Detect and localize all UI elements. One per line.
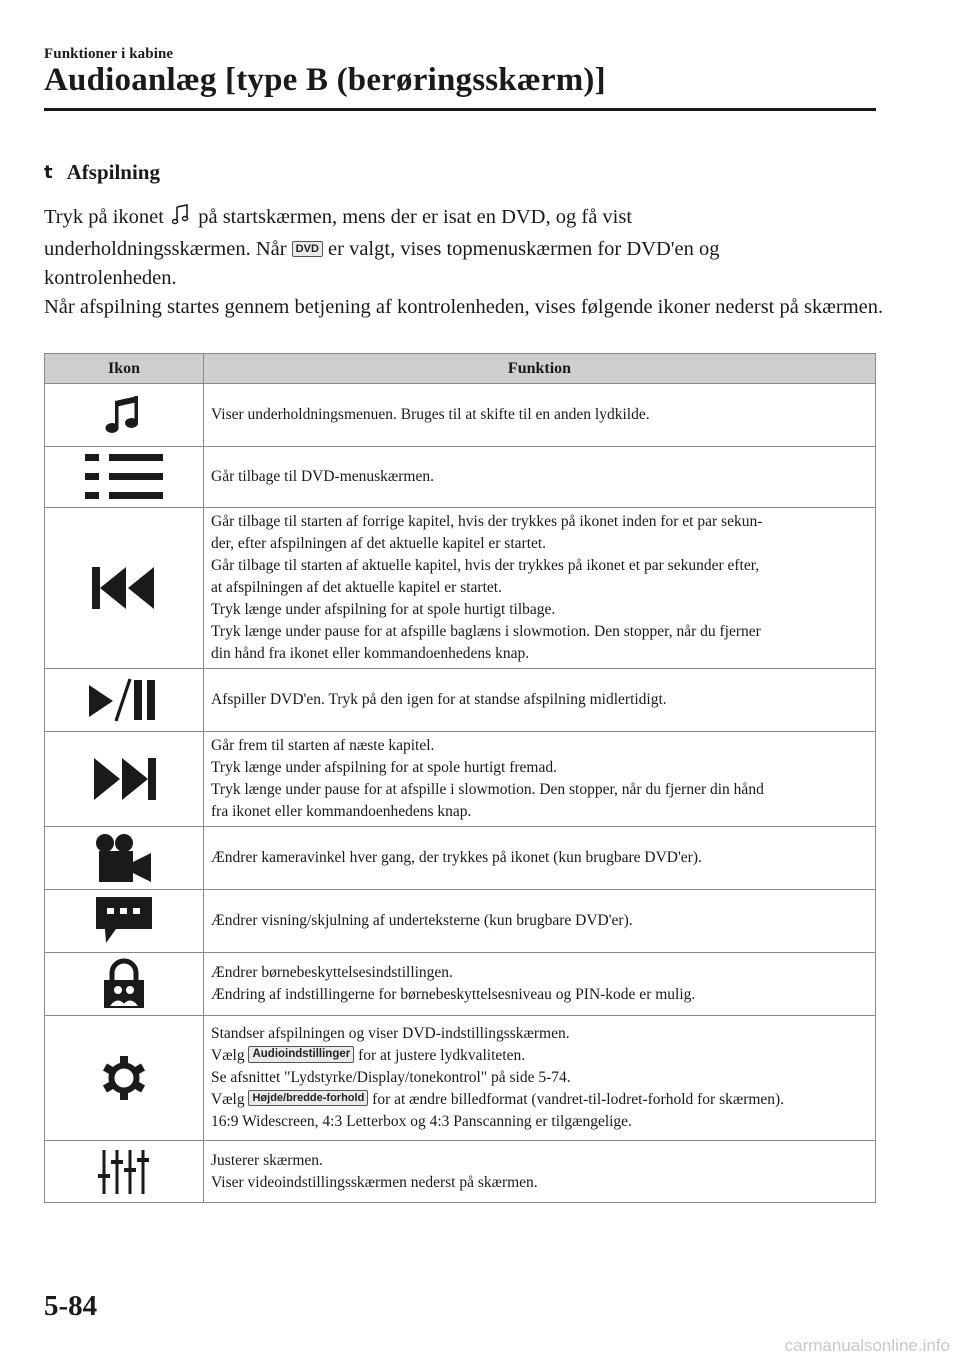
intro-text-e: kontrolenheden. (44, 267, 177, 289)
menu-list-icon (85, 452, 163, 502)
table-row (45, 953, 876, 1016)
row-text: Går tilbage til starten af forrige kapitel, hvis der trykkes på ikonet inden for et par sekun- (211, 513, 763, 530)
intro-text-b: på startskærmen, mens der er isat en DVD, og få vist (198, 206, 633, 228)
intro-text-c: underholdningsskærmen. Når (44, 238, 287, 260)
row-text: Viser videoindstillingsskærmen nederst på skærmen. (211, 1173, 538, 1191)
parental-lock-icon (100, 958, 148, 1010)
audio-settings-chip: Audioindstillinger (248, 1046, 354, 1063)
header-function: Funktion (204, 354, 876, 384)
section-label: Funktioner i kabine (44, 46, 174, 62)
subheading (44, 160, 160, 185)
row-text: Vælg (211, 1091, 245, 1108)
row-text: at afspilningen af det aktuelle kapitel er startet. (211, 579, 502, 596)
row-text: Ændring af indstillingerne for børnebeskyttelsesniveau og PIN-kode er mulig. (211, 986, 696, 1003)
row-text: Tryk længe under pause for at afspille baglæns i slowmotion. Den stopper, når du fjerner (211, 623, 761, 640)
music-note-icon (102, 393, 146, 437)
row-text: 16:9 Widescreen, 4:3 Letterbox og 4:3 Panscanning er tilgængelige. (211, 1113, 632, 1130)
row-text: der, efter afspilningen af det aktuelle kapitel er startet. (211, 535, 547, 552)
function-table (44, 353, 876, 1203)
intro-text-d: er valgt, vises topmenuskærmen for DVD'en og (328, 238, 720, 260)
table-row (45, 1141, 876, 1203)
aspect-ratio-chip: Højde/bredde-forhold (248, 1090, 368, 1106)
camera-angle-icon (93, 832, 155, 884)
row-text: Standser afspilningen og viser DVD-indstillingsskærmen. (211, 1025, 570, 1042)
row-text: fra ikonet eller kommandoenhedens knap. (211, 803, 472, 820)
table-row (45, 669, 876, 732)
row-text: Ændrer børnebeskyttelsesindstillingen. (211, 964, 453, 981)
row-text: Afspiller DVD'en. Tryk på den igen for at standse afspilning midlertidigt. (211, 691, 667, 708)
page-number: 5-84 (44, 1290, 98, 1322)
subtitle-icon (94, 895, 154, 947)
intro-text-a: Tryk på ikonet (44, 206, 164, 228)
row-text: Tryk længe under pause for at afspille i slowmotion. Den stopper, når du fjerner din hånd (211, 781, 764, 798)
settings-gear-icon (101, 1055, 147, 1101)
header-icon: Ikon (45, 354, 204, 384)
row-text: Se afsnittet "Lydstyrke/Display/tonekontrol" på side 5-74. (211, 1069, 571, 1086)
row-text: din hånd fra ikonet eller kommandoenhedens knap. (211, 645, 530, 662)
row-text: Tryk længe under afspilning for at spole hurtigt fremad. (211, 759, 557, 776)
title-rule (44, 108, 876, 111)
row-text: Går tilbage til starten af aktuelle kapitel, hvis der trykkes på ikonet et par sekunder efter, (211, 557, 760, 574)
equalizer-sliders-icon (98, 1148, 150, 1196)
play-pause-icon (89, 677, 159, 723)
table-row (45, 1016, 876, 1141)
skip-forward-icon (92, 756, 156, 802)
table-row (45, 732, 876, 827)
row-text: Ændrer visning/skjulning af underteksterne (kun brugbare DVD'er). (211, 912, 633, 929)
intro-paragraph-2: Når afspilning startes gennem betjening af kontrolenheden, vises følgende ikoner nederst på skærmen. (44, 296, 884, 318)
row-text: for at ændre billedformat (vandret-til-lodret-forhold for skærmen). (372, 1091, 785, 1108)
music-note-inline-icon (172, 204, 190, 235)
intro-text (44, 203, 884, 322)
settings-line-2 (211, 1045, 867, 1067)
row-text: Viser underholdningsmenuen. Bruges til at skifte til en anden lydkilde. (211, 406, 650, 423)
subheading-bullet: t (44, 162, 53, 183)
row-text: Tryk længe under afspilning for at spole hurtigt tilbage. (211, 601, 556, 618)
watermark: carmanualsonline.info (784, 1336, 950, 1355)
table-row (45, 508, 876, 669)
subheading-title: Afspilning (66, 160, 160, 184)
intro-paragraph-1 (44, 203, 884, 293)
chapter-title: Audioanlæg [type B (berøringsskærm)] (44, 62, 606, 98)
row-text: Går tilbage til DVD-menuskærmen. (211, 468, 434, 485)
row-text: Ændrer kameravinkel hver gang, der trykkes på ikonet (kun brugbare DVD'er). (211, 849, 702, 866)
row-text: Går frem til starten af næste kapitel. (211, 737, 435, 754)
table-row (45, 890, 876, 953)
row-text: Justerer skærmen. (211, 1151, 323, 1169)
table-header-row (45, 354, 876, 384)
table-row (45, 384, 876, 447)
dvd-chip: DVD (292, 241, 323, 257)
row-text: Vælg (211, 1047, 245, 1064)
table-row (45, 447, 876, 508)
table-row (45, 827, 876, 890)
settings-line-4 (211, 1089, 867, 1111)
row-text: for at justere lydkvaliteten. (358, 1047, 526, 1064)
skip-back-icon (92, 565, 156, 611)
